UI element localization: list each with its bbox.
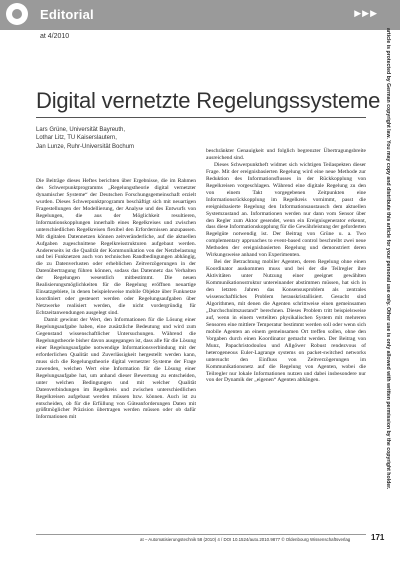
issue-label: at 4/2010: [40, 33, 70, 40]
section-title: Editorial: [40, 7, 94, 22]
author-line: Lothar Litz, TU Kaiserslautern,: [36, 135, 117, 142]
page-number: 171: [371, 533, 385, 542]
header-bar: [0, 0, 400, 30]
footer-citation: at – Automatisierungstechnik 58 (2010) 4 / DOI 10.1524/auto.2010.9877 © Oldenbourg Wissenschaftsverlag: [140, 537, 351, 542]
paragraph: beschränkter Genauigkeit und folglich begrenzter Übertragungsbreite ausreichend sind.: [206, 148, 366, 161]
paragraph: Damit gewinnt der Wert, den Informationen für die Lösung einer Regelungsaufgabe haben, eine zusätzliche Bedeutung und wird zum Gegenstand wissenschaftlicher Untersuchungen. Während die Regelungstheorie bisher davon ausgegangen ist, dass alle für die Lösung einer Regelungsaufgabe notwendige Informationsverbindung mit der erforderlichen Qualität und Zuverlässigkeit hergestellt werden kann, muss sich die Regelungstheorie digital vernetzter Systeme der Frage zuwenden, welchen Wert eine Information für die Lösung einer Regelungsaufgabe hat, um anhand dieser Bewertung zu entscheiden, unter welchen Bedingungen und mit welcher Qualität Datenverbindungen im Regelkreis und zwischen unterschiedlichen Regelkreisen aufgebaut werden müssen bzw. können. Auch ist zu entscheiden, ob für die Erfüllung von Güteanforderungen Daten mit größtmöglicher Präzision übertragen werden müssen oder ob dafür Informationen mit: [36, 317, 196, 421]
triple-arrow-icon: ▶▶▶: [354, 9, 378, 19]
body-column-right: [206, 148, 366, 384]
author-line: Lars Grüne, Universität Bayreuth,: [36, 127, 126, 133]
copyright-sidebar: [379, 28, 395, 528]
author-list: [36, 126, 134, 151]
title-divider: [36, 117, 366, 118]
author-line: Jan Lunze, Ruhr-Universität Bochum: [36, 143, 135, 150]
body-column-left: [36, 178, 196, 421]
section-circle-icon: [6, 3, 28, 25]
footer-divider: [36, 534, 366, 535]
article-title: Digital vernetzte Regelungssysteme: [36, 88, 381, 113]
paragraph: Dieses Schwerpunktheft widmet sich wichtigen Teilaspekten dieser Frage. Mit der ereignisbasierten Regelung wird eine neue Methode zur Reduktion des Informationsflusses in der Rückkopplung von Regelkreisen vorgeschlagen. Während eine digitale Regelung zu den von einem Takt vorgegebenen Zeitpunkten eine Informationsrückkopplung im Regelkreis vornimmt, passt die ereignisbasierte Regelung den Informationsaustausch dem aktuellen Systemzustand an. Informationen werden nur dann vom Sensor über den Regler zum Aktor gesendet, wenn ein Ereignisgenerator erkennt, dass diese Informationskopplung für die Gewährleistung der geforderten Regelgüte notwendig ist. Der Beitrag von Grüne u. a. Two complementary approaches to event-based control beschreibt zwei neue Methoden der ereignisbasierten Regelung und demonstriert deren Wirkungsweise anhand von Experimenten.: [206, 161, 366, 259]
paragraph: Bei der Betrachtung mobiler Agenten, deren Regelung ohne einen Koordinator auskommen muss und bei der die Teilregler ihre Aktivitäten unter Nutzung einer geeignet gewählten Kommunikationsstruktur untereinander abstimmen müssen, hat sich in den letzten Jahren das Konsensusproblem als zentrales wissenschaftliches Problem herauskristallisiert. Gesucht sind Algorithmen, mit denen die Agenten schrittweise einen gemeinsamen „Durchschnittszustand“ berechnen. Dieses Problem tritt beispielsweise auf, wenn in einem verteilten physikalischen System mit mehreren Sensoren eine mittlere Temperatur bestimmt werden soll oder wenn sich mobile Agenten an einem gemeinsamen Ort treffen sollen, ohne den Vorgaben durch einen Koordinator gemacht werden. Der Beitrag von Munz, Papachristodoulou und Allgöwer Robust rendezvous of heterogeneous Euler-Lagrange systems on packet-switched networks untersucht den Einfluss von Zeitverzögerungen im Kommunikationsnetz auf die Regelung von Agenten, wobei die Teilregler nur lokale Informationen nutzen und dabei insbesondere nur von der Dynamik der „eigenen“ Agenten abhängen.: [206, 259, 366, 384]
copyright-notice: article is protected by German copyright law. You may copy and distribute this article for your personal use only. Other use is only allowed with written permission by the copyright holder.: [385, 28, 391, 490]
paragraph: Die Beiträge dieses Heftes berichten über Ergebnisse, die im Rahmen des Schwerpunktprogramms „Regelungstheorie digital vernetzter dynamischer Systeme“ der Deutschen Forschungsgemeinschaft erzielt wurden. Dieses Schwerpunktprogramm beschäftigt sich mit neuartigen Fragestellungen der Modellierung, der Analyse und des Entwurfs von Regelungen, die aus der Möglichkeit resultieren, Informationskopplungen innerhalb eines Regelkreises und zwischen unterschiedlichen Regelkreisen flexibel den Erfordernissen anzupassen. Mit digitalen Datennetzen können zeitveränderliche, auf die aktuellen Aufgaben zugeschnittene Regelkreisstrukturen aufgebaut werden. Andererseits ist die Qualität der Kommunikation von der Netzbelastung und bei Funknetzen auch von technischen Randbedingungen abhängig, die zu Datenverlusten oder erheblichen Zeitverzögerungen in der Datenübertragung führen können, sodass das Datennetz das Verhalten der Regelungen wesentlich mitbestimmt. Die neuen Realisierungsmöglichkeiten für die Regelung eröffnen neuartige Einsatzgebiete, in denen beispielsweise mobile Objekte über Funknetze koordiniert oder gesteuert werden oder Regelungsaufgaben über Netzwerke realisiert werden, die nicht vordergründig für Echtzeitanwendungen ausgelegt sind.: [36, 178, 196, 317]
